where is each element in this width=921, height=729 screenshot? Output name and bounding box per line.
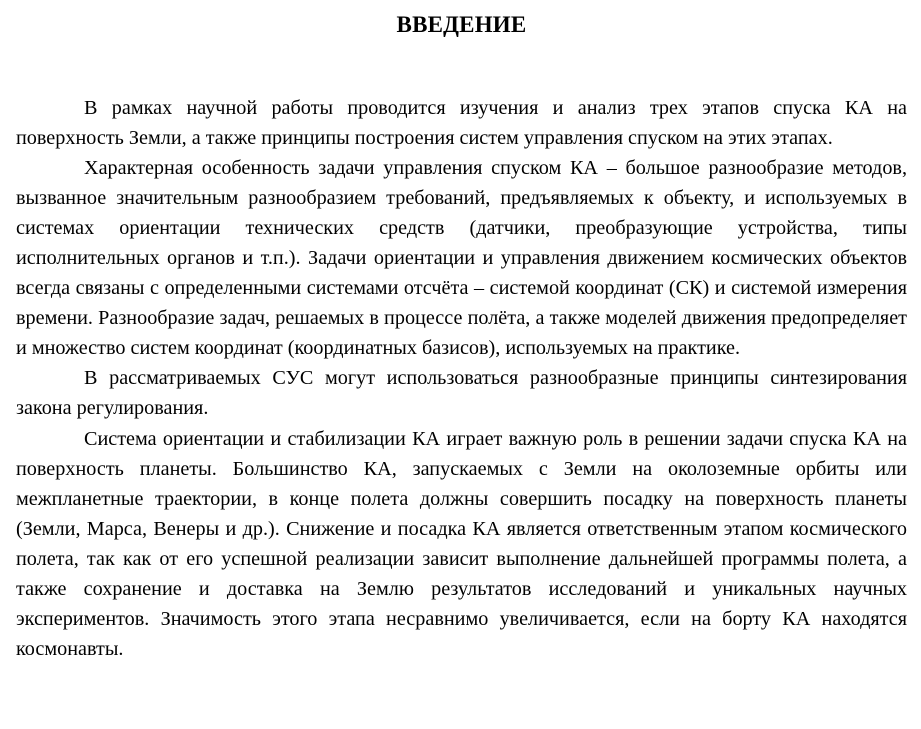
paragraph-1: В рамках научной работы проводится изучения и анализ трех этапов спуска КА на поверхность Земли, а также принципы построения систем управления спуском на этих этапах.: [16, 97, 907, 150]
document-body: [16, 93, 907, 664]
paragraph-2: Характерная особенность задачи управления спуском КА – большое разнообразие методов, вызванное значительным разнообразием требований, предъявляемых к объекту, и используемых в системах ориентации технических средств (датчики, преобразующие устройства, типы исполнительных органов и т.п.). Задачи ориентации и управления движением космических объектов всегда связаны с определенными системами отсчёта – системой координат (СК) и системой измерения времени. Разнообразие задач, решаемых в процессе полёта, а также моделей движения предопределяет и множество систем координат (координатных базисов), используемых на практике.: [16, 157, 907, 360]
document-title: ВВЕДЕНИЕ: [396, 12, 527, 37]
paragraph-3: В рассматриваемых СУС могут использоваться разнообразные принципы синтезирования закона регулирования.: [16, 367, 907, 420]
paragraph-4: Система ориентации и стабилизации КА играет важную роль в решении задачи спуска КА на поверхность планеты. Большинство КА, запускаемых с Земли на околоземные орбиты или межпланетные траектории, в конце полета должны совершить посадку на поверхность планеты (Земли, Марса, Венеры и др.). Снижение и посадка КА является ответственным этапом космического полета, так как от его успешной реализации зависит выполнение дальнейшей программы полета, а также сохранение и доставка на Землю результатов исследований и уникальных научных экспериментов. Значимость этого этапа несравнимо увеличивается, если на борту КА находятся космонавты.: [16, 427, 907, 660]
